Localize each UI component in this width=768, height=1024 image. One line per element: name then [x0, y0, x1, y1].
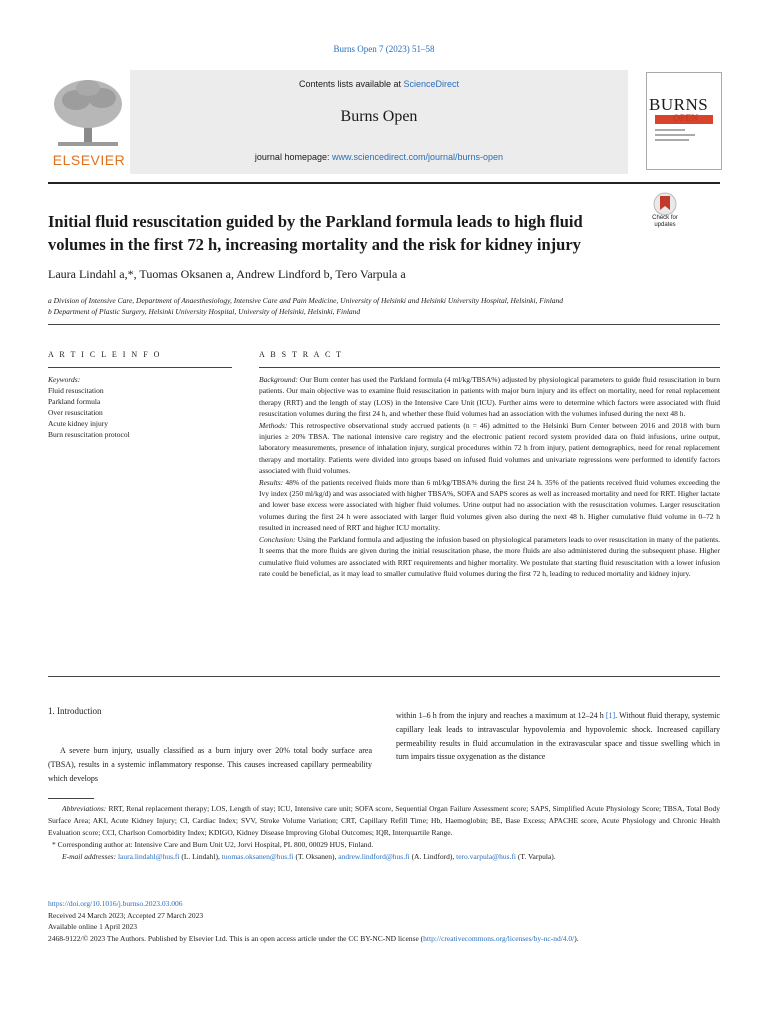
- sciencedirect-link[interactable]: ScienceDirect: [403, 79, 460, 89]
- badge-label: Check for updates: [652, 215, 678, 228]
- keywords-label: Keywords:: [48, 375, 81, 384]
- reference-link[interactable]: [1]: [605, 711, 616, 720]
- keyword-item: Burn resuscitation protocol: [48, 430, 130, 439]
- footnote-rule: [48, 798, 94, 799]
- abbreviations-footnote: Abbreviations: RRT, Renal replacement therapy; LOS, Length of stay; ICU, Intensive care unit; SOFA score, Sequential Organ Failure Assessment score; SAPS, Simplified Acute Physiology Score; TBSA, Total Body Surface Area; AKI, Acute Kidney Injury; CI, Cardiac Index; SVV, Stroke Volume Variation; CRT, Capillary Refill Time; Hb, Haemoglobin; BE, Base Excess; APACHE score, Acute Physiology and Chronic Health Evaluation score; CCI, Charlson Comorbidity Index; KDIGO, Kidney Disease Improving Global Outcomes; IQR, Interquartile Range.: [48, 804, 721, 837]
- journal-name: Burns Open: [340, 108, 418, 125]
- affiliation-rule: [48, 324, 720, 325]
- available-online: Available online 1 April 2023: [48, 922, 138, 931]
- keyword-item: Over resuscitation: [48, 408, 103, 417]
- abstract-bottom-rule: [48, 676, 720, 677]
- contents-available: Contents lists available at ScienceDirect: [298, 79, 460, 89]
- doi-link[interactable]: https://doi.org/10.1016/j.burnso.2023.03.006: [48, 899, 183, 908]
- introduction-heading: 1. Introduction: [48, 706, 102, 716]
- journal-cover: [646, 72, 722, 170]
- email-footnote: E-mail addresses: laura.lindahl@hus.fi (L. Lindahl), tuomas.oksanen@hus.fi (T. Oksanen), andrew.lindford@hus.fi (A. Lindford), tero.varpula@hus.fi (T. Varpula).: [62, 852, 556, 861]
- keyword-item: Fluid resuscitation: [48, 386, 104, 395]
- affiliation-a: a Division of Intensive Care, Department of Anaesthesiology, Intensive Care and Pain Medicine, University of Helsinki and Helsinki University Hospital, Helsinki, Finland: [48, 296, 564, 305]
- footnotes: [48, 803, 720, 863]
- corresponding-author-footnote: * Corresponding author at: Intensive Care and Burn Unit U2, Jorvi Hospital, PL 800, 00029 HUS, Finland.: [52, 840, 374, 849]
- check-for-updates-badge[interactable]: [646, 192, 684, 234]
- keyword-item: Parkland formula: [48, 397, 101, 406]
- abstract-methods: Methods: This retrospective observational study accrued patients (n = 46) admitted to the Helsinki Burn Center between 2016 and 2018 with burn injuries ≥ 20% TBSA. The national intensive care registry and the electronic patient record system provided data on fluid infusions, urine output, laboratory measurements, presence of inhalation injury, surgical procedures within 72 h from injury, patient demographics, need for renal replacement therapy and mortality. Patients were divided into groups based on infused fluid volumes and univariate regressions were performed to identify factors associated with fluid volumes.: [259, 420, 720, 476]
- journal-homepage: journal homepage: www.sciencedirect.com/journal/burns-open: [254, 152, 504, 162]
- article-info-rule: [48, 367, 232, 368]
- abstract-results: Results: 48% of the patients received fluids more than 6 ml/kg/TBSA% during the first 24 h. 35% of the patients received fluid volumes exceeding the Ivy index (250 ml/kg/d) and was associated with higher TBSA%, SOFA and SAPS scores as well as increased mortality and need for RRT. Higher lactate and lower base excess were associated with higher fluid volumes. Urine output had no association with the resuscitation volumes. Larger resuscitation volumes during the first 24 h were associated with larger fluid volumes given also during the next 48 h. Higher cumulative fluid volume in 0–72 h resulted in increased need of RRT and higher ICU mortality.: [259, 477, 720, 533]
- license-link[interactable]: http://creativecommons.org/licenses/by-nc-nd/4.0/: [423, 933, 575, 943]
- journal-citation[interactable]: Burns Open 7 (2023) 51–58: [333, 44, 435, 54]
- email-link[interactable]: andrew.lindford@hus.fi: [338, 852, 410, 861]
- intro-paragraph-left: A severe burn injury, usually classified as a burn injury over 20% total body surface area (TBSA), results in a systemic inflammatory response. This causes increased capillary permeability which develops: [48, 746, 372, 783]
- abstract-conclusion: Conclusion: Using the Parkland formula and adjusting the infusion based on physiological parameters leads to over resuscitation in many of the patients. It seems that the more fluids are given during the initial resuscitation phase, the more fluids are also administered during the subsequent phase. Higher cumulative fluid volumes are associated with RRT requirements and higher mortality. We postulate that starting fluid resuscitation with a lower infusion rate could be beneficial, as it may lead to smaller cumulative fluid volumes during the first 72 h, leading to reduced mortality and kidney injury.: [259, 534, 720, 578]
- cover-title-burns: BURNS: [649, 95, 709, 114]
- publication-info: [48, 898, 720, 944]
- elsevier-logo: [48, 76, 130, 170]
- abstract-background: Background: Our Burn center has used the Parkland formula (4 ml/kg/TBSA%) adjusted by physiological parameters to guide fluid resuscitation in burn patients. Our main objective was to examine fluid resuscitation in patients with major burn injury and its effect on mortality, need for renal replacement therapy (RRT) and the length of stay (LOS) in the Intensive Care Unit (ICU). Further aims were to determine which factors were associated with fluid resuscitation volumes during the first 24 h, and whether these fluid volumes had an association with the volumes infused during the next 48 h.: [259, 375, 721, 419]
- received-dates: Received 24 March 2023; Accepted 27 March 2023: [48, 910, 204, 920]
- intro-paragraph-right: within 1–6 h from the injury and reaches a maximum at 12–24 h [1]. Without fluid therapy, systemic capillary leak leads to intravascular hypovolemia and hypovolemic shock. Increased capillary permeability results in fluid accumulation in the extravascular space and tissue swelling which in turn impairs tissue oxygenation as the distance: [396, 711, 720, 762]
- bookmark-icon: [646, 192, 684, 216]
- header-rule: [48, 182, 720, 184]
- publisher-name: ELSEVIER: [52, 152, 126, 168]
- abstract-heading: A B S T R A C T: [259, 350, 344, 359]
- abstract-body: [259, 374, 720, 579]
- keyword-item: Acute kidney injury: [48, 419, 108, 428]
- cover-title-open: OPEN: [673, 113, 699, 123]
- article-info-heading: A R T I C L E I N F O: [48, 350, 162, 359]
- keywords-block: [48, 374, 130, 440]
- email-link[interactable]: laura.lindahl@hus.fi: [117, 852, 180, 861]
- affiliation-b: b Department of Plastic Surgery, Helsinki University Hospital, University of Helsinki, Helsinki, Finland: [48, 307, 361, 316]
- email-link[interactable]: tuomas.oksanen@hus.fi: [221, 852, 294, 861]
- email-link[interactable]: tero.varpula@hus.fi: [456, 852, 516, 861]
- article-title: Initial fluid resuscitation guided by the Parkland formula leads to high fluid volumes in the first 72 h, increasing mortality and the risk for kidney injury: [48, 212, 583, 254]
- license-statement: 2468-9122/© 2023 The Authors. Published by Elsevier Ltd. This is an open access article under the CC BY-NC-ND license (http://creativecommons.org/licenses/by-nc-nd/4.0/).: [48, 933, 579, 943]
- author-list: Laura Lindahl a,*, Tuomas Oksanen a, Andrew Lindford b, Tero Varpula a: [48, 267, 406, 281]
- homepage-link[interactable]: www.sciencedirect.com/journal/burns-open: [331, 152, 504, 162]
- abstract-rule: [259, 367, 720, 368]
